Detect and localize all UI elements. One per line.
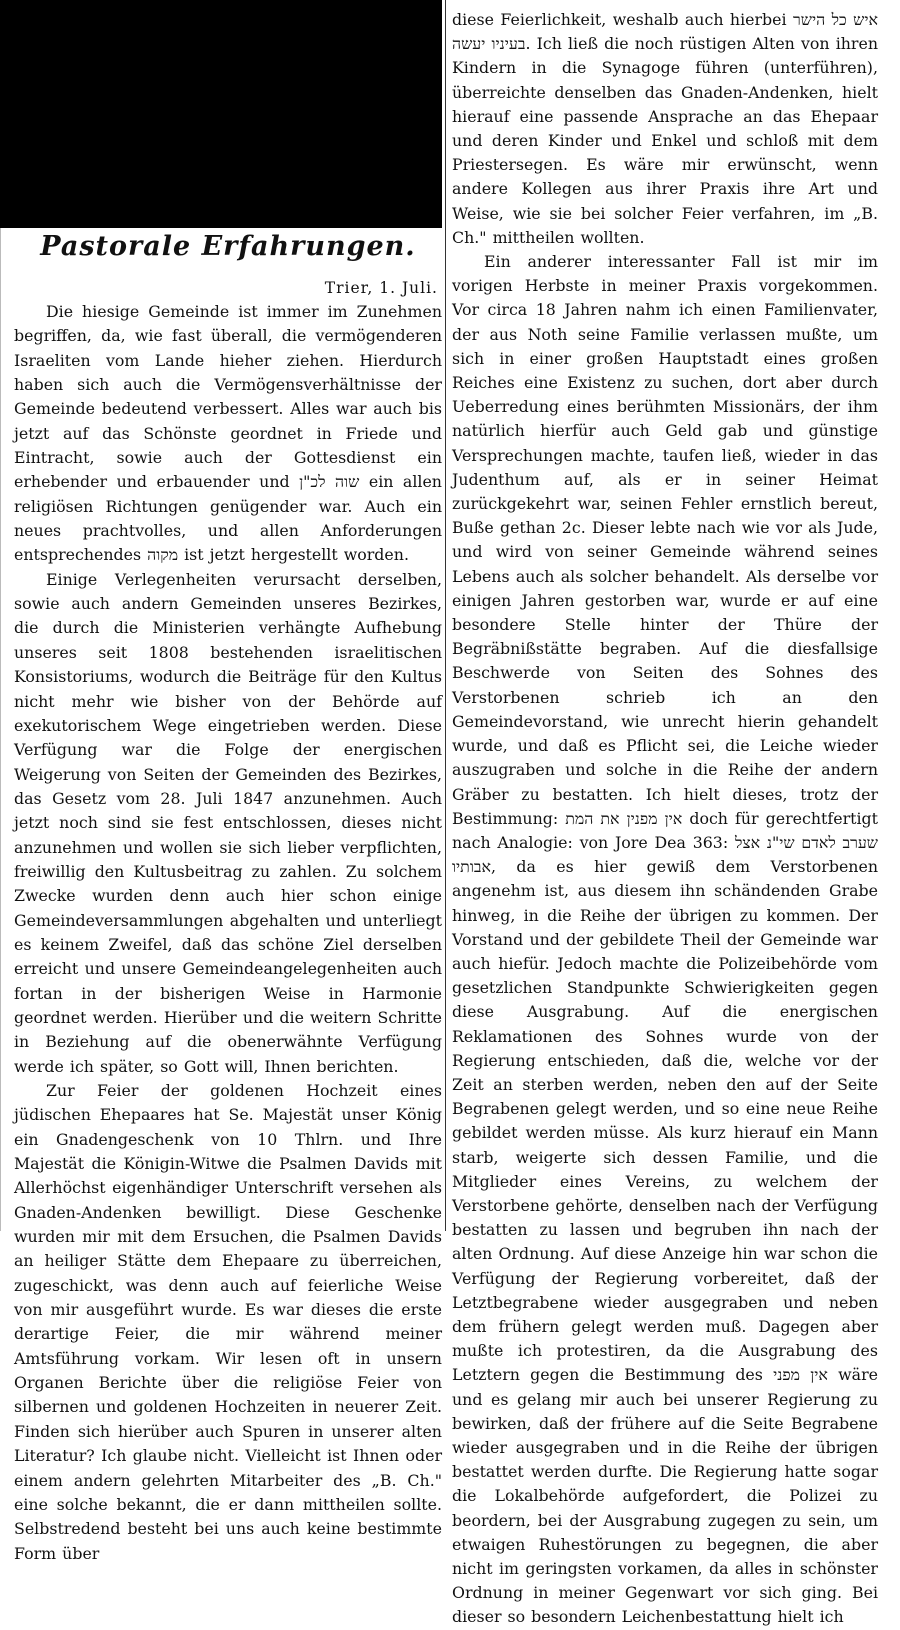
- paragraph: Zur Feier der goldenen Hochzeit eines jüdischen Ehepaares hat Se. Majestät unser König ein Gnadengeschenk von 10 Thlrn. und Ihre Majestät die Königin-Witwe die Psalmen Davids mit Allerhöchst eigenhändiger Unterschrift versehen als Gnaden-Andenken bewilligt. Diese Geschenke wurden mir mit dem Ersuchen, die Psalmen Davids an heiliger Stätte dem Ehepaare zu überreichen, zugeschickt, was denn auch auf feierliche Weise von mir ausgeführt wurde. Es war dieses die erste derartige Feier, die mir während meiner Amtsführung vorkam. Wir lesen oft in unsern Organen Berichte über die religiöse Feier von silbernen und goldenen Hochzeiten in neuerer Zeit. Finden sich hierüber auch Spuren in unserer alten Literatur? Ich glaube nicht. Vielleicht ist Ihnen oder einem andern gelehrten Mitarbeiter des „B. Ch." eine solche bekannt, die er dann mittheilen sollte. Selbstredend besteht bei uns auch keine bestimmte Form über: [14, 1081, 442, 1563]
- paragraph: Die hiesige Gemeinde ist immer im Zunehmen begriffen, da, wie fast überall, die vermögenderen Israeliten vom Lande hieher ziehen. Hierdurch haben sich auch die Vermögensverhältnisse der Gemeinde bedeutend verbessert. Alles war auch bis jetzt auf das Schönste geordnet in Friede und Eintracht, sowie auch der Gottesdienst ein erhebender und erbauender und שוה לכ"ן ein allen religiösen Richtungen genügender war. Auch ein neues prachtvolles, und allen Anforderungen entsprechendes מקוה ist jetzt hergestellt worden.: [14, 302, 442, 565]
- dateline: Trier, 1. Juli.: [324, 279, 438, 297]
- paragraph: Ein anderer interessanter Fall ist mir im vorigen Herbste in meiner Praxis vorgekommen. Vor circa 18 Jahren nahm ich einen Familienvater, der aus Noth seine Familie verlassen mußte, um sich in einer großen Hauptstadt eines großen Reiches eine Existenz zu suchen, dort aber durch Ueberredung eines berühmten Missionärs, der ihm natürlich hierfür auch Geld gab und günstige Versprechungen machte, taufen ließ, wieder in das Judenthum auf, als er in seiner Heimat zurückgekehrt war, seinen Fehler ernstlich bereut, Buße gethan 2c. Dieser lebte nach wie vor als Jude, und wird von seiner Gemeinde während seines Lebens auch als solcher behandelt. Als derselbe vor einigen Jahren gestorben war, wurde er auf eine besondere Stelle hinter der Thüre der Begräbnißstätte begraben. Auf die diesfallsige Beschwerde von Seiten des Sohnes des Verstorbenen schrieb ich an den Gemeindevorstand, wie unrecht hierin gehandelt wurde, und daß es Pflicht sei, die Leiche wieder auszugraben und solche in die Reihe der andern Gräber zu bestatten. Ich hielt dieses, trotz der Bestimmung: אין מפנין את המת doch für gerechtfertigt nach Analogie: von Jore Dea 363: שערב לאדם שי"נ אצל אבותיו, da es hier gewiß dem Verstorbenen angenehm ist, aus diesem ihn schändenden Grabe hinweg, in die Reihe der übrigen zu kommen. Der Vorstand und der gebildete Theil der Gemeinde war auch hiefür. Jedoch machte die Polizeibehörde vom gesetzlichen Standpunkte Schwierigkeiten gegen diese Ausgrabung. Auf die energischen Reklamationen des Sohnes wurde von der Regierung entschieden, daß die, welche vor der Zeit an sterben werden, neben den auf der Seite Begrabenen gelegt werden, und so eine neue Reihe gebildet werden müsse. Als kurz hierauf ein Mann starb, weigerte sich dessen Familie, und die Mitglieder eines Vereins, zu welchem der Verstorbene gehörte, denselben nach der Verfügung bestatten zu lassen und begruben ihn nach der alten Ordnung. Auf diese Anzeige hin war schon die Verfügung der Regierung vorbereitet, daß der Letztbegrabene wieder ausgegraben und neben dem frühern gelegt werden muß. Dagegen aber mußte ich protestiren, da die Ausgrabung des Letztern gegen die Bestimmung des אין מפני wäre und es gelang mir auch bei unserer Regierung zu bewirken, daß der frühere auf die Seite Begrabene wieder ausgegraben und in die Reihe der übrigen bestattet werden durfte. Die Regierung hatte sogar die Lokalbehörde aufgefordert, die Polizei zu beordern, bei der Ausgrabung zugegen zu sein, um etwaigen Ruhestörungen zu begegnen, die aber nicht im geringsten vorkamen, da alles in schönster Ordnung in meiner Gegenwart vor sich ging. Bei dieser so besondern Leichenbestattung hielt ich: [452, 252, 879, 1627]
- article-title: Pastorale Erfahrungen.: [40, 231, 416, 262]
- right-column: [452, 8, 878, 1630]
- paragraph: Einige Verlegenheiten verursacht derselben, sowie auch andern Gemeinden unseres Bezirkes, die durch die Ministerien verhängte Aufhebung unseres seit 1808 bestehenden israelitischen Konsistoriums, wodurch die Beiträge für den Kultus nicht mehr wie bisher von der Behörde auf exekutorischem Wege eingetrieben werden. Diese Verfügung war die Folge der energischen Weigerung von Seiten der Gemeinden des Bezirkes, das Gesetz vom 28. Juli 1847 anzunehmen. Auch jetzt noch sind sie fest entschlossen, dieses nicht anzunehmen und wollen sie sich lieber verpflichten, freiwillig den Kultusbeitrag zu zahlen. Zu solchem Zwecke wurden denn auch hier schon einige Gemeindeversammlungen abgehalten und unterliegt es keinem Zweifel, daß das schöne Ziel derselben erreicht und unsere Gemeindeangelegenheiten auch fortan in der bisherigen Weise in Harmonie geordnet werden. Hierüber und die weitern Schritte in Beziehung auf die obenerwähnte Verfügung werde ich später, so Gott will, Ihnen berichten.: [14, 569, 442, 1076]
- paragraph: diese Feierlichkeit, weshalb auch hierbei איש כל הישר בעיניו יעשה. Ich ließ die noch rüstigen Alten von ihren Kindern in die Synagoge führen (unterführen), überreichte denselben das Gnaden-Andenken, hielt hierauf eine passende Ansprache an das Ehepaar und deren Kinder und Enkel und schloß mit dem Priestersegen. Es wäre mir erwünscht, wenn andere Kollegen aus ihrer Praxis ihre Art und Weise, wie sie bei solcher Feier verfahren, im „B. Ch." mittheilen wollten.: [452, 10, 878, 247]
- left-column: [14, 230, 442, 1566]
- column-divider: [445, 0, 446, 1231]
- redacted-black-area: [0, 0, 442, 228]
